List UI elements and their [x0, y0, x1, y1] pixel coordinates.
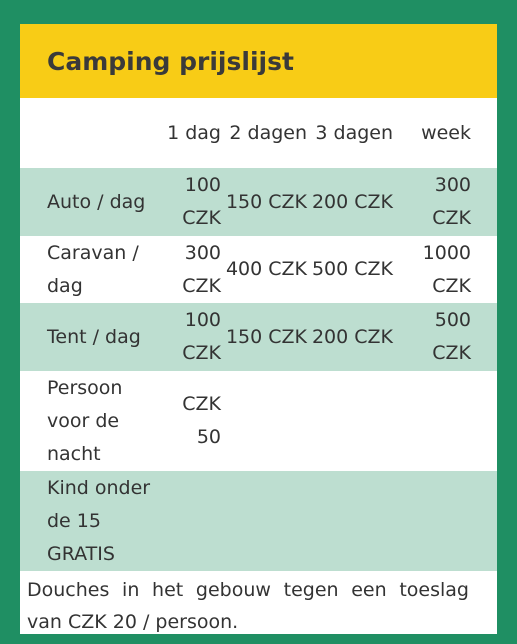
price-cell: 1000 CZK	[422, 241, 471, 297]
price-cell: CZK 50	[182, 393, 221, 448]
row-label: Caravan / dag	[47, 241, 139, 297]
price-cell	[225, 371, 311, 471]
column-header-week: week	[421, 121, 471, 144]
price-cell	[311, 371, 397, 471]
table-row	[20, 471, 497, 571]
price-cell: 300 CZK	[432, 174, 471, 229]
table-row	[20, 236, 497, 303]
price-cell: 150 CZK	[225, 325, 307, 348]
price-cell	[165, 471, 225, 571]
price-cell	[397, 471, 497, 571]
price-cell: 150 CZK	[225, 190, 307, 213]
row-label: Auto / dag	[47, 190, 146, 213]
shower-surcharge-note: Douches in het gebouw tegen een toeslag van CZK 20 / persoon.	[27, 579, 469, 633]
column-header-2-dagen: 2 dagen	[229, 121, 307, 144]
row-label: Tent / dag	[47, 325, 141, 348]
table-row	[20, 303, 497, 371]
card-header	[20, 24, 497, 98]
price-cell: 500 CZK	[432, 309, 471, 364]
price-cell: 400 CZK	[225, 258, 307, 280]
column-header-1-dag: 1 dag	[167, 121, 221, 144]
table-row	[20, 168, 497, 236]
row-label: Kind onder de 15 GRATIS	[47, 476, 151, 565]
price-table	[20, 98, 497, 571]
price-cell: 200 CZK	[311, 190, 393, 213]
table-row	[20, 371, 497, 471]
price-list-card	[20, 24, 497, 634]
column-header-empty	[20, 98, 165, 168]
row-label: Persoon voor de nacht	[47, 376, 123, 465]
price-cell: 200 CZK	[311, 325, 393, 348]
price-cell: 500 CZK	[311, 258, 393, 280]
price-cell: 300 CZK	[182, 241, 221, 297]
price-cell	[311, 471, 397, 571]
page-title: Camping prijslijst	[47, 46, 294, 76]
price-cell: 100 CZK	[182, 309, 221, 364]
price-cell	[397, 371, 497, 471]
table-header-row	[20, 98, 497, 168]
price-cell: 100 CZK	[182, 174, 221, 229]
price-cell	[225, 471, 311, 571]
column-header-3-dagen: 3 dagen	[315, 121, 393, 144]
